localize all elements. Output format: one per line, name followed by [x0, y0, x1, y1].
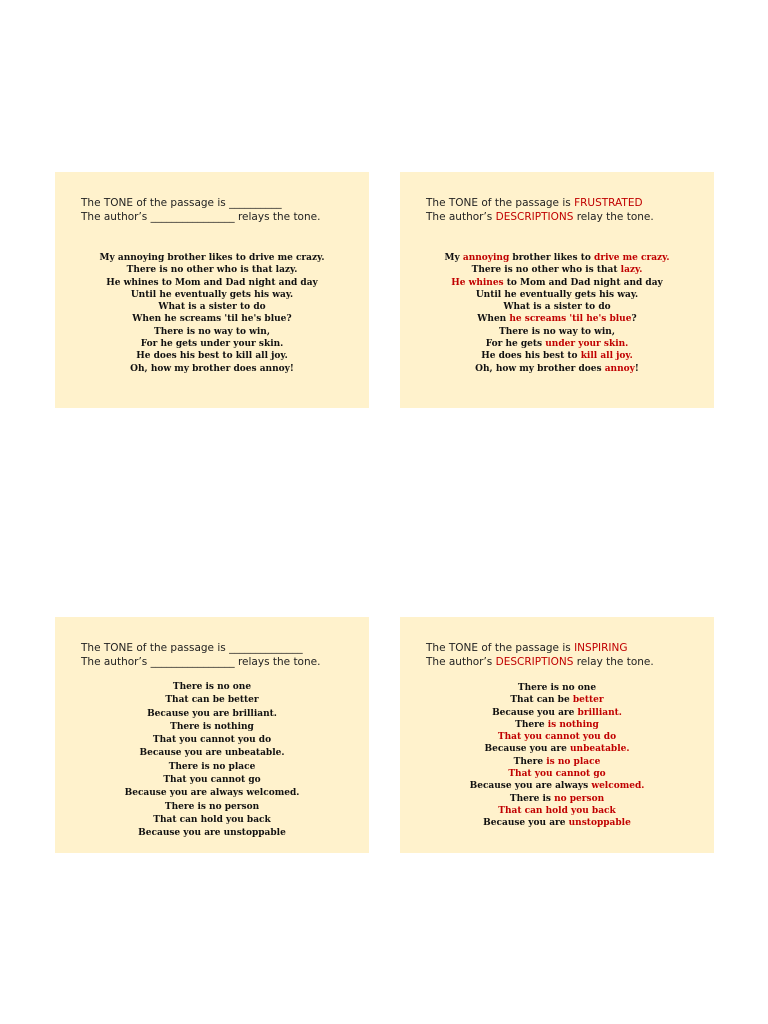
poem-line [55, 761, 369, 774]
text-run: For he gets under your skin. [140, 339, 284, 350]
highlighted-text: DESCRIPTIONS [495, 210, 574, 223]
poem-line [400, 313, 714, 325]
poem-line [55, 301, 369, 313]
header-line [426, 211, 706, 225]
highlighted-text: FRUSTRATED [574, 197, 643, 209]
text-run: Because you are always welcomed. [124, 788, 300, 799]
highlighted-text: kill all joy. [580, 351, 633, 362]
poem-line [55, 787, 369, 800]
poem-line [55, 708, 369, 721]
text-run: ! [634, 363, 639, 374]
text-run: TONE [448, 197, 479, 209]
highlighted-text: drive me crazy. [594, 253, 670, 263]
highlighted-text: unstoppable [568, 818, 631, 829]
poem-line [55, 681, 369, 694]
poem-line [400, 793, 714, 805]
poem-line [400, 743, 714, 755]
highlighted-text: annoy [604, 363, 635, 374]
highlighted-text: unbeatable. [569, 744, 630, 755]
text-run: My [444, 253, 463, 263]
poem [55, 252, 369, 375]
poem-line [400, 264, 714, 276]
text-run: The [426, 642, 449, 654]
text-run: There [513, 756, 547, 767]
highlighted-text: That can hold you back [498, 805, 616, 816]
slide-inspiring-worksheet [55, 617, 369, 853]
text-run: Because you are [483, 818, 569, 829]
poem-line [400, 326, 714, 338]
text-run: He does his best to kill all joy. [136, 351, 288, 362]
text-run: Because you are [484, 744, 570, 755]
highlighted-text: That you cannot you do [497, 732, 617, 743]
poem-line [400, 350, 714, 362]
text-run: He whines to Mom and Dad night and day [106, 277, 318, 288]
text-run: There is no way to win, [154, 326, 270, 337]
text-run: relay the tone. [573, 655, 654, 668]
text-run: My annoying brother likes to drive me crazy. [99, 253, 325, 263]
text-run: TONE [103, 197, 134, 209]
highlighted-text: no person [554, 793, 605, 804]
poem [55, 681, 369, 841]
text-run: There is no place [168, 761, 256, 772]
text-run: brother likes to [509, 253, 595, 263]
poem-line [400, 780, 714, 792]
text-run: There is no one [172, 682, 252, 692]
text-run: There is [509, 793, 555, 804]
text-run: When he screams 'til he's blue? [132, 314, 292, 325]
slide-header [81, 642, 361, 669]
text-run: Until he eventually gets his way. [130, 289, 294, 300]
text-run: Because you are always [469, 781, 592, 792]
slide-header [81, 197, 361, 224]
text-run: When [477, 314, 510, 325]
text-run: Because you are [492, 707, 578, 718]
text-run: There is no other who is that lazy. [126, 265, 298, 276]
text-run: ? [631, 314, 637, 325]
highlighted-text: welcomed. [591, 781, 645, 792]
highlighted-text: is no place [546, 756, 601, 767]
text-run: There is nothing [170, 721, 254, 732]
text-run: relay the tone. [573, 210, 654, 223]
text-run: to Mom and Dad night and day [503, 277, 663, 288]
text-run: The author’s [426, 655, 496, 668]
highlighted-text: annoying [462, 253, 510, 263]
poem-line [55, 264, 369, 276]
text-run: What is a sister to do [503, 302, 611, 313]
poem-line [55, 252, 369, 264]
text-run: That can be better [165, 695, 259, 706]
text-run: The author’s ________________ relays the tone. [81, 655, 321, 668]
text-run: There is no other who is that [471, 265, 621, 276]
poem [400, 682, 714, 830]
poem-line [400, 694, 714, 706]
poem-line [55, 814, 369, 827]
text-run: TONE [448, 642, 479, 654]
poem-line [400, 338, 714, 350]
poem-line [400, 731, 714, 743]
header-line [81, 642, 361, 656]
text-run: of the passage is [478, 197, 575, 209]
text-run: The [81, 197, 104, 209]
poem-line [55, 747, 369, 760]
text-run: Because you are unbeatable. [139, 748, 285, 759]
slide-inspiring-answer [400, 617, 714, 853]
text-run: The author’s ________________ relays the tone. [81, 210, 321, 223]
highlighted-text: is nothing [547, 719, 599, 730]
text-run: That you cannot you do [152, 735, 272, 746]
poem-line [55, 277, 369, 289]
text-run: That you cannot go [163, 775, 261, 786]
text-run: The [426, 197, 449, 209]
poem-line [55, 326, 369, 338]
text-run: Oh, how my brother does [475, 363, 605, 374]
text-run: Oh, how my brother does annoy! [130, 363, 294, 374]
text-run: Because you are unstoppable [138, 828, 286, 839]
text-run: Until he eventually gets his way. [475, 289, 639, 300]
text-run: of the passage is [478, 642, 575, 654]
poem-line [400, 756, 714, 768]
poem-line [55, 313, 369, 325]
poem-line [55, 801, 369, 814]
text-run: For he gets [485, 339, 546, 350]
highlighted-text: better [572, 695, 604, 706]
text-run: Because you are brilliant. [147, 708, 277, 719]
slide-header [426, 642, 706, 669]
header-line [81, 656, 361, 670]
text-run: There is no one [517, 683, 597, 693]
text-run: TONE [103, 642, 134, 654]
text-run: of the passage is __________ [133, 197, 282, 209]
poem-line [55, 694, 369, 707]
highlighted-text: DESCRIPTIONS [495, 655, 574, 668]
highlighted-text: That you cannot go [508, 769, 606, 780]
poem-line [400, 363, 714, 375]
highlighted-text: brilliant. [577, 707, 622, 718]
header-line [81, 211, 361, 225]
poem-line [400, 682, 714, 694]
text-run: The [81, 642, 104, 654]
header-line [426, 642, 706, 656]
text-run: What is a sister to do [158, 302, 266, 313]
header-line [426, 656, 706, 670]
poem-line [400, 707, 714, 719]
poem [400, 252, 714, 375]
poem-line [55, 363, 369, 375]
poem-line [55, 827, 369, 840]
text-run: That can be [510, 695, 573, 706]
highlighted-text: INSPIRING [574, 642, 628, 654]
poem-line [55, 350, 369, 362]
header-line [426, 197, 706, 211]
text-run: There is no person [164, 801, 260, 812]
slide-frustrated-answer [400, 172, 714, 408]
poem-line [55, 338, 369, 350]
poem-line [400, 817, 714, 829]
poem-line [400, 805, 714, 817]
poem-line [400, 301, 714, 313]
text-run: There [515, 719, 548, 730]
poem-line [400, 252, 714, 264]
poem-line [400, 289, 714, 301]
poem-line [400, 719, 714, 731]
highlighted-text: He whines [451, 277, 504, 288]
text-run: He does his best to [481, 351, 581, 362]
slide-header [426, 197, 706, 224]
text-run: There is no way to win, [499, 326, 615, 337]
text-run: of the passage is ______________ [133, 642, 303, 654]
text-run: The author’s [426, 210, 496, 223]
text-run: That can hold you back [153, 814, 271, 825]
poem-line [55, 721, 369, 734]
highlighted-text: lazy. [620, 265, 643, 276]
highlighted-text: under your skin. [545, 339, 629, 350]
highlighted-text: he screams 'til he's blue [509, 314, 632, 325]
slide-frustrated-worksheet [55, 172, 369, 408]
poem-line [400, 768, 714, 780]
header-line [81, 197, 361, 211]
poem-line [55, 734, 369, 747]
poem-line [55, 774, 369, 787]
poem-line [400, 277, 714, 289]
poem-line [55, 289, 369, 301]
